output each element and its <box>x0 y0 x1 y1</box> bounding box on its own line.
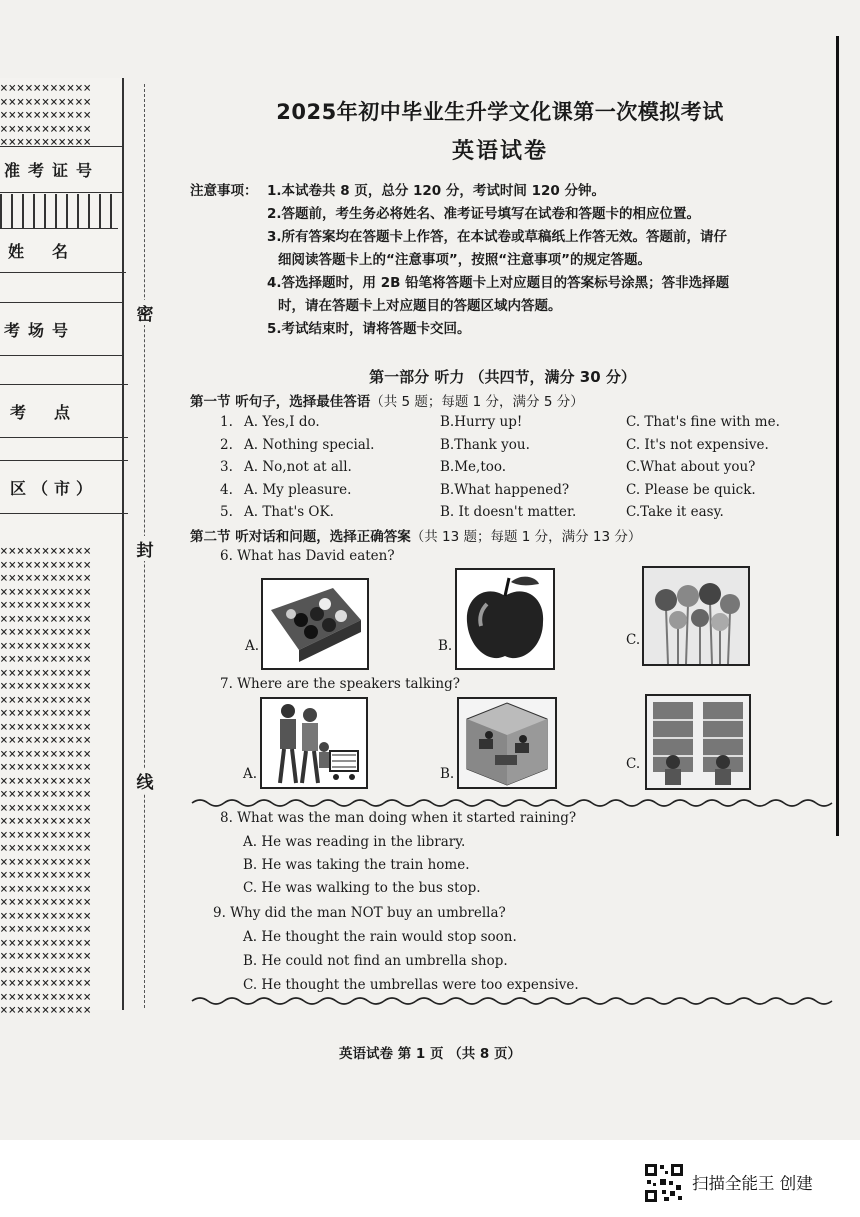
option-c: C. Please be quick. <box>626 482 756 498</box>
field-exam-number: 准考证号 <box>0 146 122 193</box>
cross-fill-top: ××××××××××× ××××××××××× ××××××××××× ××××××××××× ××××××××××× <box>0 81 92 150</box>
q7-stem: 7. Where are the speakers talking? <box>220 676 460 692</box>
question-4 <box>220 482 820 502</box>
question-5 <box>220 504 820 524</box>
option-c: C. That's fine with me. <box>626 414 780 430</box>
q6-label-a: A. <box>245 638 260 654</box>
q8-option-a: A. He was reading in the library. <box>243 834 466 850</box>
bookshelf-icon <box>647 696 749 788</box>
q6-label-b: B. <box>438 638 453 654</box>
notice-item: 4.答选择题时，用 2B 铅笔将答题卡上对应题目的答案标号涂黑；答非选择题 <box>267 275 730 291</box>
question-3 <box>220 459 820 479</box>
cross-fill-bottom: ××××××××××× ××××××××××× ××××××××××× ××××××××××× ××××××××××× ××××××××××× ××××××××××× ××××××××××× ××××××××××× ××××××××××× ××××××××××× ××××××××××× ××××××××××× ××××××××××× ××××××××××× ××××××××××× ××××××××××× ××××××××××× ××××××××××× ××××××××××× ××××××××××× ××××××××××× ××××××××××× ××××××××××× ××××××××××× ××××××××××× ××××××××××× ××××××××××× ××××××××××× ××××××××××× ××××××××××× ××××××××××× ××××××××××× ××××××××××× ××××××××××× <box>0 544 92 1018</box>
notice-block <box>190 180 815 341</box>
q-number: 4. <box>220 482 233 498</box>
page-footer: 英语试卷 第 1 页 （共 8 页） <box>339 1046 521 1062</box>
library-room-icon <box>459 699 555 787</box>
notice-item-cont: 时，请在答题卡上对应题目的答题区域内答题。 <box>278 298 562 314</box>
option-a: A. Yes,I do. <box>244 414 320 430</box>
option-a: A. Nothing special. <box>244 437 375 453</box>
field-name: 姓名 <box>0 228 126 273</box>
q9-option-b: B. He could not find an umbrella shop. <box>243 953 508 969</box>
q-number: 3. <box>220 459 233 475</box>
field-district: 区（市） <box>0 460 128 514</box>
section2-title: 第二节 听对话和问题，选择正确答案 <box>190 529 411 545</box>
chocolate-box-icon <box>263 580 367 668</box>
section2-heading <box>190 525 641 545</box>
option-a: A. My pleasure. <box>244 482 352 498</box>
field-exam-room: 考场号 <box>0 302 122 356</box>
q8-stem: 8. What was the man doing when it started raining? <box>220 810 577 826</box>
q7-label-a: A. <box>243 766 258 782</box>
section1-title: 第一节 听句子，选择最佳答语 <box>190 394 371 410</box>
notice-item: 5.考试结束时，请将答题卡交回。 <box>267 321 471 337</box>
shopping-family-icon <box>262 699 366 787</box>
right-margin-rule <box>836 36 839 836</box>
notice-label: 注意事项： <box>190 183 258 199</box>
q6-pic-chocolates <box>261 578 369 670</box>
notice-item-cont: 细阅读答题卡上的“注意事项”，按照“注意事项”的规定答题。 <box>278 252 651 268</box>
section1-heading <box>190 390 584 410</box>
notice-item: 1.本试卷共 8 页，总分 120 分，考试时间 120 分钟。 <box>267 183 605 199</box>
q6-label-c: C. <box>626 632 641 648</box>
q7-label-c: C. <box>626 756 641 772</box>
qr-code-icon <box>644 1163 684 1203</box>
q9-option-c: C. He thought the umbrellas were too expensive. <box>243 977 579 993</box>
option-b: B.Me,too. <box>440 459 507 475</box>
option-b: B.Thank you. <box>440 437 530 453</box>
part1-heading: 第一部分 听力 （共四节，满分 30 分） <box>369 368 636 386</box>
cake-pops-icon <box>644 568 748 664</box>
q9-option-a: A. He thought the rain would stop soon. <box>243 929 517 945</box>
section2-note: （共 13 题；每题 1 分，满分 13 分） <box>410 529 642 545</box>
exam-subject: 英语试卷 <box>451 139 548 164</box>
q7-pic-supermarket <box>260 697 368 789</box>
q-number: 5. <box>220 504 233 520</box>
option-b: B.Hurry up! <box>440 414 523 430</box>
q7-label-b: B. <box>440 766 455 782</box>
option-a: A. No,not at all. <box>244 459 352 475</box>
wavy-separator <box>192 797 828 809</box>
exam-number-boxes <box>0 194 118 229</box>
notice-item: 2.答题前，考生务必将姓名、准考证号填写在试卷和答题卡的相应位置。 <box>267 206 701 222</box>
option-c: C.What about you? <box>626 459 756 475</box>
wavy-separator-bottom <box>192 995 828 1007</box>
notice-item: 3.所有答案均在答题卡上作答，在本试卷或草稿纸上作答无效。答题前，请仔 <box>267 229 728 245</box>
q6-pic-cake-pops <box>642 566 750 666</box>
q8-option-c: C. He was walking to the bus stop. <box>243 880 481 896</box>
seal-char-mi: 密 <box>134 300 156 325</box>
option-b: B. It doesn't matter. <box>440 504 577 520</box>
option-c: C. It's not expensive. <box>626 437 769 453</box>
q8-option-b: B. He was taking the train home. <box>243 857 470 873</box>
q6-stem: 6. What has David eaten? <box>220 548 395 564</box>
question-2 <box>220 437 820 457</box>
section1-note: （共 5 题；每题 1 分，满分 5 分） <box>370 394 584 410</box>
q9-stem: 9. Why did the man NOT buy an umbrella? <box>213 905 506 921</box>
option-c: C.Take it easy. <box>626 504 724 520</box>
q7-pic-library <box>457 697 557 789</box>
seal-char-xian: 线 <box>134 768 156 793</box>
q-number: 1. <box>220 414 233 430</box>
option-a: A. That's OK. <box>244 504 334 520</box>
q6-pic-apple <box>455 568 555 670</box>
q7-pic-bookstore <box>645 694 751 790</box>
apple-icon <box>457 570 553 668</box>
field-exam-site: 考点 <box>0 384 128 438</box>
option-b: B.What happened? <box>440 482 570 498</box>
seal-char-feng: 封 <box>134 536 156 561</box>
exam-title: 2025年初中毕业生升学文化课第一次模拟考试 <box>276 100 724 124</box>
q-number: 2. <box>220 437 233 453</box>
question-1 <box>220 414 820 434</box>
scanner-brand-text: 扫描全能王 创建 <box>692 1174 813 1193</box>
